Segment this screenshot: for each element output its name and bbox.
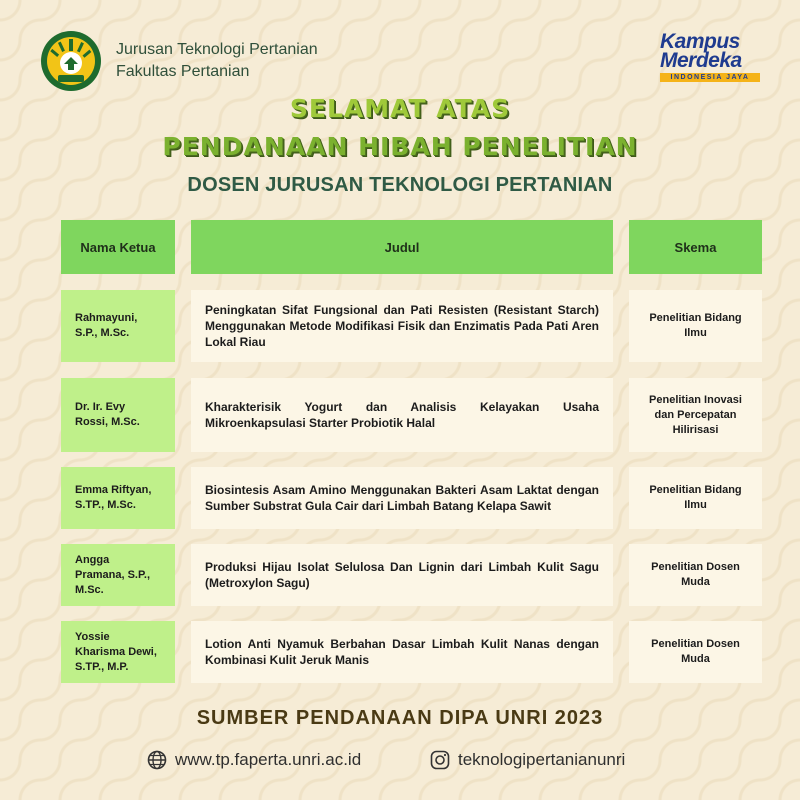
instagram-text: teknologipertanianunri	[458, 750, 626, 769]
cell-judul: Lotion Anti Nyamuk Berbahan Dasar Limbah Kulit Nanas dengan Kombinasi Kulit Jeruk Manis	[205, 637, 599, 667]
table-row-title	[191, 621, 613, 683]
cell-skema: Penelitian Inovasi dan Percepatan Hilirisasi	[649, 393, 742, 436]
cell-judul: Kharakterisik Yogurt dan Analisis Kelayakan Usaha Mikroenkapsulasi Starter Probiotik Halal	[205, 400, 599, 430]
cell-skema: Penelitian Dosen Muda	[651, 561, 740, 588]
km-tagline: INDONESIA JAYA	[660, 73, 760, 82]
page-subtitle: DOSEN JURUSAN TEKNOLOGI PERTANIAN	[187, 174, 613, 196]
column-header-skema: Skema	[629, 220, 762, 274]
cell-skema: Penelitian Bidang Ilmu	[649, 484, 742, 511]
column-header-judul: Judul	[191, 220, 613, 274]
km-line1: Kampus	[660, 30, 740, 53]
table-row-name	[61, 290, 175, 362]
cell-nama: Yossie Kharisma Dewi, S.TP., M.P.	[75, 630, 157, 673]
funding-source: SUMBER PENDANAAN DIPA UNRI 2023	[196, 707, 604, 729]
cell-judul: Peningkatan Sifat Fungsional dan Pati Resisten (Resistant Starch) Menggunakan Metode Modifikasi Fisik dan Enzimatis Pada Pati Aren Lokal Riau	[205, 303, 599, 349]
table-row-skema	[629, 544, 762, 606]
table-row-name	[61, 621, 175, 683]
table-row-title	[191, 467, 613, 529]
cell-nama: Emma Riftyan, S.TP., M.Sc.	[75, 484, 152, 511]
kampus-merdeka-logo	[660, 32, 760, 88]
cell-nama: Rahmayuni, S.P., M.Sc.	[75, 312, 138, 339]
column-header-nama: Nama Ketua	[61, 220, 175, 274]
cell-skema: Penelitian Dosen Muda	[651, 638, 740, 665]
instagram-icon	[430, 750, 450, 770]
table-row-title	[191, 544, 613, 606]
institution-line2: Fakultas Pertanian	[116, 63, 250, 80]
instagram-link[interactable]	[430, 750, 625, 770]
institution-name	[116, 39, 318, 83]
header	[40, 30, 760, 94]
university-crest-icon	[40, 30, 102, 92]
table-row-skema	[629, 467, 762, 529]
cell-nama: Angga Pramana, S.P., M.Sc.	[75, 553, 151, 596]
table-row-title	[191, 378, 613, 452]
cell-skema: Penelitian Bidang Ilmu	[649, 312, 742, 339]
km-line2: Merdeka	[660, 49, 742, 72]
table-row-title	[191, 290, 613, 362]
table-row-name	[61, 544, 175, 606]
website-text: www.tp.faperta.unri.ac.id	[175, 750, 362, 769]
globe-icon	[147, 750, 167, 770]
page-title-line2: PENDANAAN HIBAH PENELITIAN	[162, 132, 638, 161]
table-row-skema	[629, 621, 762, 683]
cell-nama: Dr. Ir. Evy Rossi, M.Sc.	[75, 401, 140, 428]
cell-judul: Produksi Hijau Isolat Selulosa Dan Lignin dari Limbah Kulit Sagu (Metroxylon Sagu)	[205, 560, 599, 590]
institution-line1: Jurusan Teknologi Pertanian	[116, 41, 318, 58]
cell-judul: Biosintesis Asam Amino Menggunakan Bakteri Asam Laktat dengan Sumber Substrat Gula Cair dari Limbah Batang Kelapa Sawit	[205, 483, 599, 513]
table-row-skema	[629, 290, 762, 362]
table-row-name	[61, 378, 175, 452]
website-link[interactable]	[147, 750, 361, 770]
table-row-name	[61, 467, 175, 529]
page-title-line1: SELAMAT ATAS	[289, 94, 511, 123]
table-row-skema	[629, 378, 762, 452]
